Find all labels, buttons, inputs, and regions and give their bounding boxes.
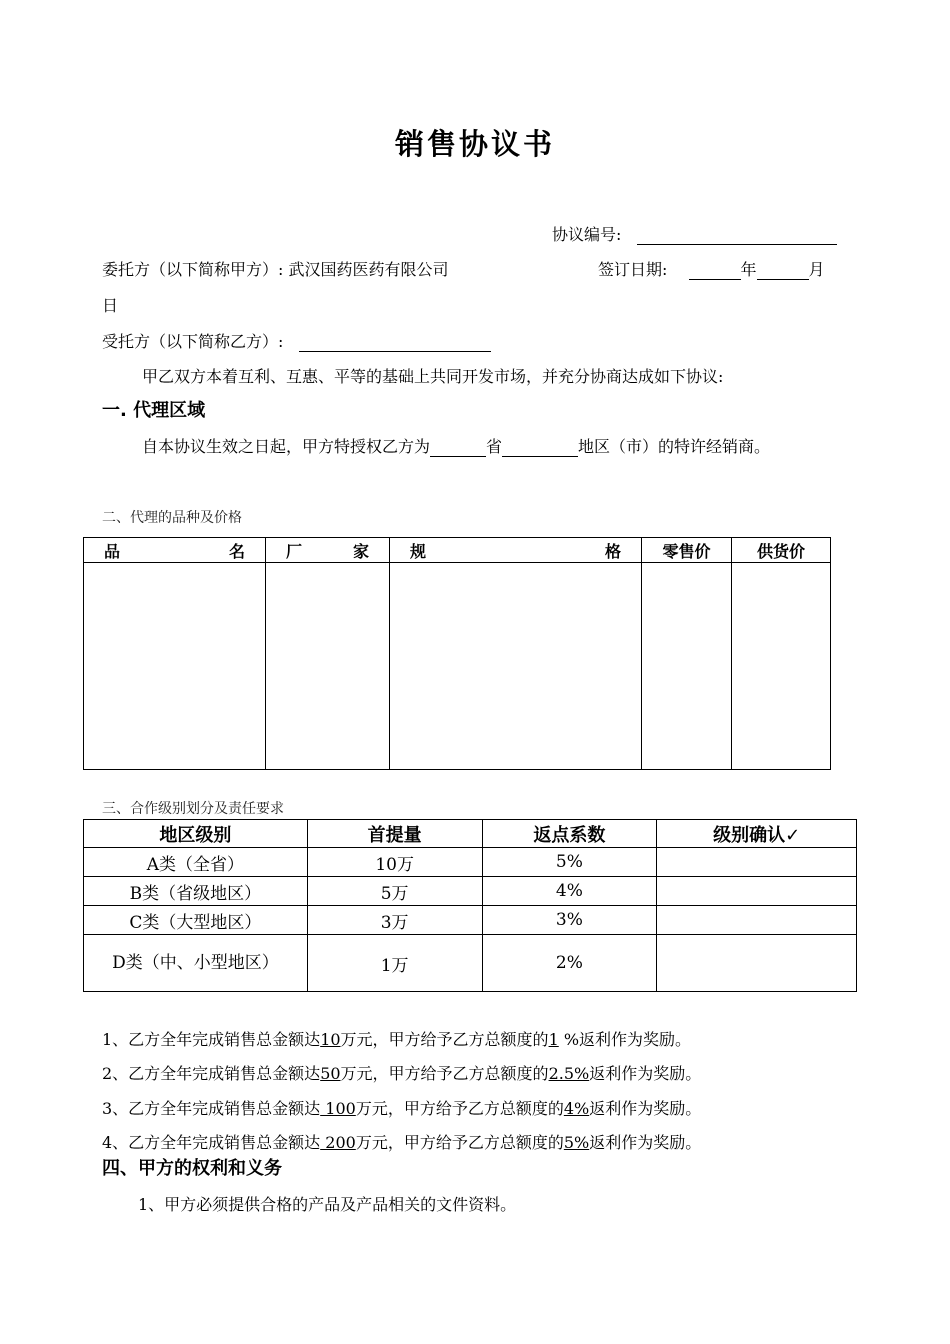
section1-heading: 一. 代理区域 [102, 400, 206, 421]
table-cell[interactable] [266, 563, 390, 770]
column-spec: 规 格 [390, 538, 642, 563]
sign-date-row [598, 257, 825, 280]
column-retail-price: 零售价 [642, 538, 732, 563]
table-row [84, 563, 831, 770]
table-row [84, 906, 857, 935]
confirm-cell[interactable] [657, 848, 857, 877]
agreement-number-row [552, 222, 837, 245]
rate-cell: 3% [482, 906, 657, 935]
rebate-amount: 100 [320, 1099, 356, 1118]
column-supply-price: 供货价 [732, 538, 831, 563]
level-cell: C类（大型地区） [84, 906, 308, 935]
section4-heading: 四、甲方的权利和义务 [102, 1158, 282, 1179]
rate-cell: 5% [482, 848, 657, 877]
section4-item1: 1、甲方必须提供合格的产品及产品相关的文件资料。 [138, 1195, 517, 1214]
table-cell[interactable] [732, 563, 831, 770]
rebate-item: 3、乙方全年完成销售总金额达 100万元，甲方给予乙方总额度的4%返利作为奖励。 [102, 1099, 702, 1118]
party-a-name: 武汉国药医药有限公司 [288, 260, 449, 279]
section1-text [142, 434, 770, 457]
month-label: 月 [808, 260, 825, 279]
rebate-item: 2、乙方全年完成销售总金额达50万元，甲方给予乙方总额度的2.5%返利作为奖励。 [102, 1064, 702, 1083]
section2-heading: 二、代理的品种及价格 [102, 510, 242, 526]
rebate-item: 4、乙方全年完成销售总金额达 200万元，甲方给予乙方总额度的5%返利作为奖励。 [102, 1133, 702, 1152]
level-cell: D类（中、小型地区） [84, 935, 308, 992]
intro-text: 甲乙双方本着互利、互惠、平等的基础上共同开发市场，并充分协商达成如下协议: [142, 367, 724, 386]
confirm-cell[interactable] [657, 906, 857, 935]
confirm-cell[interactable] [657, 877, 857, 906]
confirm-cell[interactable] [657, 935, 857, 992]
agreement-number-label: 协议编号: [552, 225, 622, 244]
rebate-rate: 1 [548, 1030, 559, 1049]
section1-text-a: 自本协议生效之日起，甲方特授权乙方为 [142, 437, 431, 456]
rebate-item: 1、乙方全年完成销售总金额达10万元，甲方给予乙方总额度的1 %返利作为奖励。 [102, 1030, 692, 1049]
table-row [84, 877, 857, 906]
region-field[interactable] [502, 438, 578, 457]
year-label: 年 [740, 260, 757, 279]
level-cell: A类（全省） [84, 848, 308, 877]
table-header-row [84, 538, 831, 563]
column-rebate-rate: 返点系数 [482, 820, 657, 848]
sign-date-label: 签订日期: [598, 260, 668, 279]
rebate-rate: 4% [563, 1099, 590, 1118]
column-level-confirm: 级别确认✓ [657, 820, 857, 848]
table-header-row [84, 820, 857, 848]
rebate-amount: 200 [320, 1133, 356, 1152]
amount-cell: 10万 [307, 848, 482, 877]
column-product-name: 品 名 [84, 538, 266, 563]
agreement-number-field[interactable] [637, 226, 837, 245]
province-field[interactable] [430, 438, 486, 457]
column-level: 地区级别 [84, 820, 308, 848]
sign-month-field[interactable] [757, 261, 809, 280]
rebate-rate: 5% [563, 1133, 590, 1152]
sign-year-field[interactable] [689, 261, 741, 280]
party-b-row [102, 329, 491, 352]
province-label: 省 [486, 437, 503, 456]
table-cell[interactable] [84, 563, 266, 770]
table-cell[interactable] [390, 563, 642, 770]
section3-heading: 三、合作级别划分及责任要求 [102, 801, 284, 817]
rebate-rate: 2.5% [548, 1064, 590, 1083]
column-manufacturer: 厂 家 [266, 538, 390, 563]
amount-cell: 3万 [307, 906, 482, 935]
column-first-amount: 首提量 [307, 820, 482, 848]
party-a-label: 委托方（以下简称甲方）: [102, 260, 289, 279]
table-row [84, 935, 857, 992]
amount-cell: 1万 [307, 935, 482, 992]
table-cell[interactable] [642, 563, 732, 770]
document-title: 销售协议书 [394, 127, 555, 161]
party-b-field[interactable] [299, 333, 491, 352]
rate-cell: 4% [482, 877, 657, 906]
rate-cell: 2% [482, 935, 657, 992]
rebate-amount: 10 [320, 1030, 341, 1049]
rebate-amount: 50 [320, 1064, 341, 1083]
cooperation-level-table [83, 819, 857, 992]
section1-text-b: 地区（市）的特许经销商。 [578, 437, 771, 456]
product-price-table [83, 537, 831, 770]
level-cell: B类（省级地区） [84, 877, 308, 906]
party-a-row [102, 257, 449, 280]
party-b-label: 受托方（以下简称乙方）: [102, 332, 284, 351]
table-row [84, 848, 857, 877]
day-label: 日 [102, 296, 119, 315]
amount-cell: 5万 [307, 877, 482, 906]
